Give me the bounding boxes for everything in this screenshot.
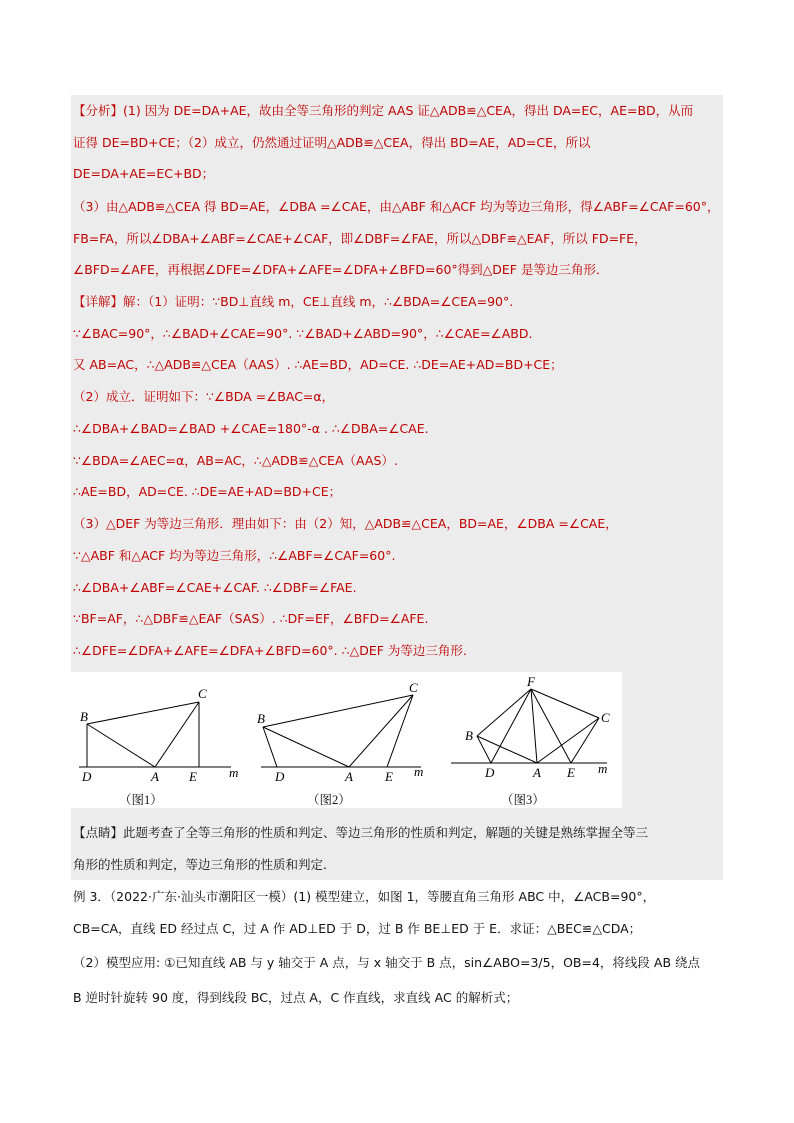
analysis-line-6: ∠BFD=∠AFE，再根据∠DFE=∠DFA+∠AFE=∠DFA+∠BFD=60°得到△DEF 是等边三角形． xyxy=(73,262,609,277)
fig1-label-a: A xyxy=(151,769,159,784)
fig2-label-c: C xyxy=(409,680,418,695)
analysis-line-4: （3）由△ADB≌△CEA 得 BD=AE，∠DBA =∠CAE，由△ABF 和△ACF 均为等边三角形，得∠ABF=∠CAF=60°， xyxy=(73,199,720,214)
detail-line-3: 又 AB=AC，∴△ADB≌△CEA（AAS）. ∴AE=BD，AD=CE. ∴DE=AE+AD=BD+CE； xyxy=(73,357,563,372)
fig3-caption: （图3） xyxy=(501,793,545,807)
fig3-segment-fa xyxy=(531,689,537,763)
fig2-segment-bc xyxy=(263,695,413,727)
fig3-segment-fc xyxy=(531,689,599,718)
figure-1-drawing xyxy=(79,702,231,767)
fig2-label-m: m xyxy=(414,764,424,779)
fig1-label-m: m xyxy=(229,765,239,780)
fig2-label-e: E xyxy=(385,769,393,784)
fig3-segment-fb xyxy=(477,689,531,736)
detail-line-8: （3）△DEF 为等边三角形．理由如下：由（2）知，△ADB≌△CEA，BD=AE，∠DBA =∠CAE， xyxy=(73,516,618,531)
geometry-figures-svg xyxy=(71,672,622,808)
fig3-segment-bd xyxy=(477,736,491,763)
fig2-segment-ba xyxy=(263,727,349,767)
fig3-label-c: C xyxy=(601,710,610,725)
comment-line-2: 角形的性质和判定，等边三角形的性质和判定. xyxy=(73,857,327,872)
fig1-segment-ba xyxy=(87,724,155,767)
fig1-segment-bc xyxy=(87,702,199,724)
fig3-segment-ce xyxy=(571,718,599,763)
detail-line-2: ∵∠BAC=90°，∴∠BAD+∠CAE=90°. ∵∠BAD+∠ABD=90°，∴∠CAE=∠ABD. xyxy=(73,326,533,341)
fig2-segment-ac xyxy=(349,695,413,767)
fig3-label-b: B xyxy=(465,728,473,743)
comment-line-1: 【点睛】此题考查了全等三角形的性质和判定、等边三角形的性质和判定，解题的关键是熟练掌握全等三 xyxy=(73,825,649,840)
detail-line-12: ∴∠DFE=∠DFA+∠AFE=∠DFA+∠BFD=60°. ∴△DEF 为等边三角形. xyxy=(73,643,467,658)
detail-line-9: ∵△ABF 和△ACF 均为等边三角形，∴∠ABF=∠CAF=60°. xyxy=(73,548,396,563)
fig3-segment-fe xyxy=(531,689,571,763)
detail-line-10: ∴∠DBA+∠ABF=∠CAE+∠CAF. ∴∠DBF=∠FAE. xyxy=(73,580,357,595)
detail-line-6: ∵∠BDA=∠AEC=α，AB=AC，∴△ADB≌△CEA（AAS）. xyxy=(73,453,398,468)
fig3-label-e: E xyxy=(567,765,575,780)
fig1-label-e: E xyxy=(189,769,197,784)
analysis-line-1: 【分析】(1) 因为 DE=DA+AE，故由全等三角形的判定 AAS 证△ADB≌△CEA，得出 DA=EC，AE=BD，从而 xyxy=(73,103,694,118)
analysis-line-5: FB=FA，所以∠DBA+∠ABF=∠CAE+∠CAF，即∠DBF=∠FAE，所以△DBF≌△EAF，所以 FD=FE， xyxy=(73,231,647,246)
fig3-segment-fd xyxy=(491,689,531,763)
fig2-label-a: A xyxy=(345,769,353,784)
fig3-label-d: D xyxy=(485,765,495,780)
fig1-label-b: B xyxy=(80,709,88,724)
example3-line-3: （2）模型应用: ①已知直线 AB 与 y 轴交于 A 点，与 x 轴交于 B 点，sin∠ABO=3/5，OB=4，将线段 AB 绕点 xyxy=(73,955,700,970)
detail-line-7: ∴AE=BD，AD=CE. ∴DE=AE+AD=BD+CE； xyxy=(73,484,342,499)
fig3-segment-ac xyxy=(537,718,599,763)
analysis-line-2: 证得 DE=BD+CE；（2）成立，仍然通过证明△ADB≌△CEA，得出 BD=AE，AD=CE，所以 xyxy=(73,135,591,150)
figure-2-drawing xyxy=(261,695,421,767)
fig3-label-a: A xyxy=(533,765,541,780)
fig2-label-d: D xyxy=(275,769,285,784)
detail-line-5: ∴∠DBA+∠BAD=∠BAD +∠CAE=180°-α . ∴∠DBA=∠CAE. xyxy=(73,421,429,436)
example3-line-1: 例 3．（2022·广东·汕头市潮阳区一模）(1) 模型建立，如图 1，等腰直角三角形 ABC 中，∠ACB=90°， xyxy=(73,889,656,904)
fig2-label-b: B xyxy=(257,711,265,726)
analysis-line-3: DE=DA+AE=EC+BD； xyxy=(73,166,215,181)
fig3-label-f: F xyxy=(527,674,535,689)
fig1-segment-ac xyxy=(155,702,199,767)
fig1-label-c: C xyxy=(198,686,207,701)
fig2-caption: （图2） xyxy=(307,793,351,807)
example3-line-2: CB=CA，直线 ED 经过点 C，过 A 作 AD⊥ED 于 D，过 B 作 BE⊥ED 于 E．求证：△BEC≌△CDA； xyxy=(73,921,642,936)
geometry-figures xyxy=(71,672,622,808)
example3-line-4: B 逆时针旋转 90 度，得到线段 BC，过点 A，C 作直线，求直线 AC 的解析式； xyxy=(73,990,519,1005)
fig1-caption: （图1） xyxy=(119,793,163,807)
fig1-label-d: D xyxy=(82,769,92,784)
detail-line-1: 【详解】解：（1）证明：∵BD⊥直线 m，CE⊥直线 m，∴∠BDA=∠CEA=90°. xyxy=(73,294,514,309)
figure-3-drawing xyxy=(451,689,607,763)
detail-line-4: （2）成立．证明如下：∵∠BDA =∠BAC=α， xyxy=(73,389,335,404)
detail-line-11: ∵BF=AF，∴△DBF≌△EAF（SAS）. ∴DF=EF，∠BFD=∠AFE. xyxy=(73,611,429,626)
fig3-segment-ba xyxy=(477,736,537,763)
fig3-label-m: m xyxy=(598,761,608,776)
fig2-segment-ce xyxy=(387,695,413,767)
